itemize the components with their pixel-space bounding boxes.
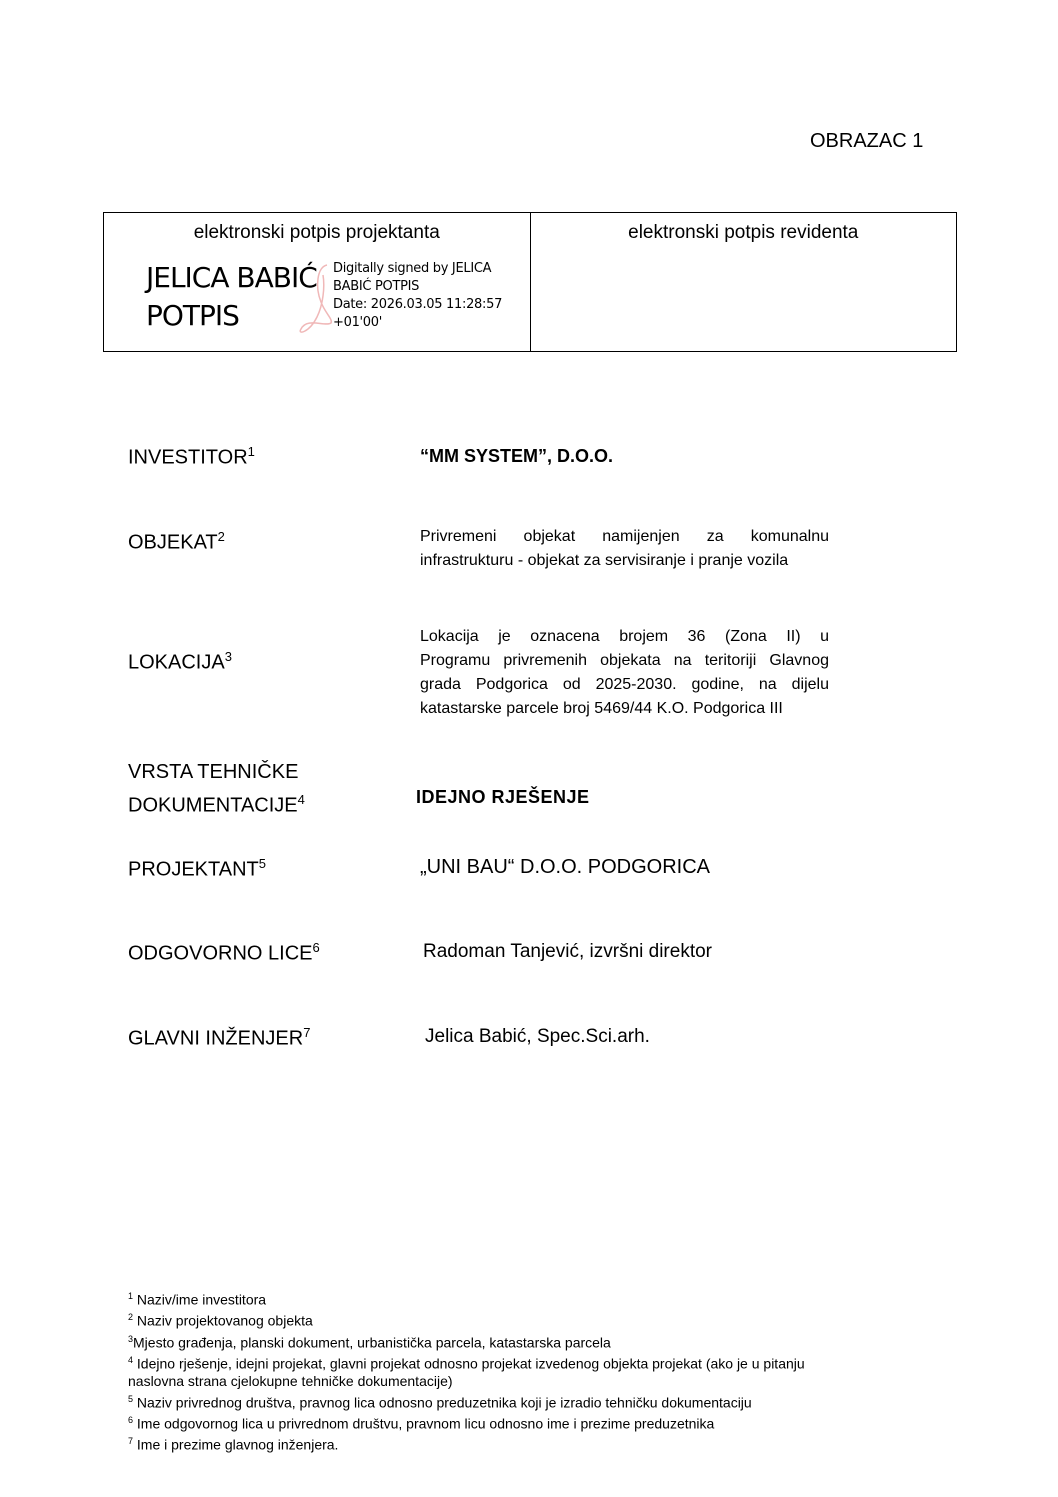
documentation-type-label: VRSTA TEHNIČKE DOKUMENTACIJE$^4$ [128,761,305,817]
signature-detail-line: Digitally signed by JELICA [333,261,492,276]
location-label: LOKACIJA$^3$ [128,649,232,674]
footnote: $^3$Mjesto građenja, planski dokument, urbanistička parcela, katastarska parcela [128,1333,611,1351]
object-label: OBJEKAT$^2$ [128,529,225,554]
designer-label: PROJEKTANT$^5$ [128,856,266,881]
footnote: $^7$ Ime i prezime glavnog inženjera. [128,1436,339,1453]
reviewer-signature-title: elektronski potpis revidenta [628,222,859,243]
chief-engineer-label: GLAVNI INŽENJER$^7$ [128,1025,311,1050]
footnote: $^2$ Naziv projektovanog objekta [128,1312,313,1329]
footnote: $^5$ Naziv privrednog društva, pravnog lica odnosno preduzetnika koji je izradio tehničku dokumentaciju [128,1393,752,1411]
digital-signature-logo-icon [287,257,337,337]
responsible-person-value: Radoman Tanjević, izvršni direktor [423,941,712,962]
signature-table [103,212,957,352]
footnote-continuation: naslovna strana cjelokupne tehničke dokumentacije) [128,1373,453,1389]
designer-value: „UNI BAU“ D.O.O. PODGORICA [420,856,711,878]
signer-name-line: POTPIS [146,299,239,332]
object-value: Privremeni objekat namijenjen za komunalnu infrastrukturu - objekat za servisiranje i pranje vozila [420,528,829,569]
footnotes [128,1288,805,1454]
form-code: OBRAZAC 1 [810,130,924,152]
signature-details [333,260,502,332]
footnote: $^6$ Ime odgovornog lica u privrednom društvu, pravnom licu odnosno ime i prezime preduzetnika [128,1414,715,1432]
signature-date: Date: 2026.03.05 11:28:57 [333,297,503,312]
chief-engineer-value: Jelica Babić, Spec.Sci.arh. [425,1026,650,1047]
location-value: Lokacija je oznacena brojem 36 (Zona II) u Programu privremenih objekata na teritoriji Glavnog grada Podgorica od 2025-2030. godine, na dijelu katastarske parcele broj 5469/44 K.O. Podgorica III [420,628,829,717]
reviewer-signature-cell[interactable] [530,213,957,351]
signature-timezone: +01'00' [333,315,383,330]
designer-signature-cell[interactable] [104,213,530,351]
investor-label: INVESTITOR$^1$ [128,444,255,469]
investor-value: “MM SYSTEM”, D.O.O. [420,446,614,466]
documentation-type-value: IDEJNO RJEŠENJE [416,787,590,807]
footnote: $^4$ Idejno rješenje, idejni projekat, glavni projekat odnosno projekat izvedenog objekta projekat (ako je u pitanju [128,1354,805,1372]
signer-name-line: JELICA BABIĆ [146,261,317,294]
responsible-person-label: ODGOVORNO LICE$^6$ [128,940,320,965]
signature-detail-line: BABIĆ POTPIS [333,279,420,294]
footnote: $^1$ Naziv/ime investitora [128,1291,267,1308]
designer-signature-title: elektronski potpis projektanta [193,222,440,243]
